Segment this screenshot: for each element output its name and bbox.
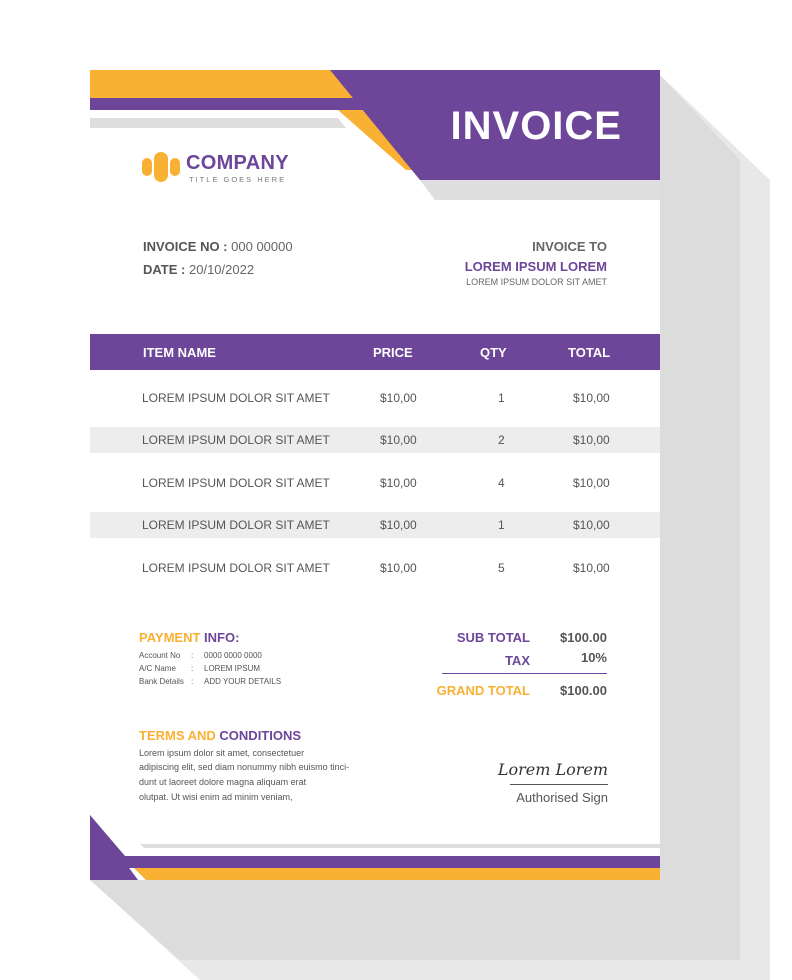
payment-line-label: A/C Name	[139, 664, 176, 673]
payment-line-sep: :	[191, 677, 194, 686]
item-price: $10,00	[380, 433, 417, 447]
footer-decoration	[90, 810, 660, 880]
grand-total-value: $100.00	[560, 683, 607, 698]
header-total: TOTAL	[568, 345, 611, 360]
invoice-to-name: LOREM IPSUM LOREM	[464, 259, 607, 274]
payment-line	[139, 677, 281, 686]
item-name: LOREM IPSUM DOLOR SIT AMET	[142, 476, 330, 490]
payment-line	[139, 664, 260, 673]
payment-line-label: Bank Details	[139, 677, 184, 686]
header-qty: QTY	[480, 345, 507, 360]
item-price: $10,00	[380, 391, 417, 405]
item-name: LOREM IPSUM DOLOR SIT AMET	[142, 561, 330, 575]
header-price: PRICE	[373, 345, 413, 360]
item-name: LOREM IPSUM DOLOR SIT AMET	[142, 433, 330, 447]
invoice-date-label: DATE :	[143, 262, 186, 277]
item-total: $10,00	[573, 433, 610, 447]
totals-divider	[442, 673, 607, 674]
company-tagline: TITLE GOES HERE	[189, 175, 287, 184]
invoice-number-label: INVOICE NO :	[143, 239, 228, 254]
item-qty: 1	[498, 391, 505, 405]
invoice-page	[90, 70, 660, 880]
header-item-name: ITEM NAME	[143, 345, 216, 360]
item-price: $10,00	[380, 518, 417, 532]
table-row	[90, 427, 660, 453]
table-row	[90, 385, 660, 411]
invoice-date-value: 20/10/2022	[189, 262, 255, 277]
invoice-number	[143, 239, 293, 254]
payment-line-sep: :	[191, 664, 194, 673]
table-row	[90, 512, 660, 538]
company-name: COMPANY	[186, 152, 289, 174]
table-row	[90, 470, 660, 496]
subtotal-value: $100.00	[560, 630, 607, 645]
invoice-title: INVOICE	[450, 104, 622, 148]
item-qty: 5	[498, 561, 505, 575]
invoice-date	[143, 262, 254, 277]
payment-line-sep: :	[191, 651, 194, 660]
invoice-to-label: INVOICE TO	[532, 239, 607, 254]
payment-line-value: 0000 0000 0000	[204, 651, 262, 660]
signature-line	[510, 784, 608, 785]
item-name: LOREM IPSUM DOLOR SIT AMET	[142, 518, 330, 532]
signature-label: Authorised Sign	[516, 790, 608, 805]
item-price: $10,00	[380, 476, 417, 490]
terms-title-a: TERMS AND	[139, 728, 216, 743]
terms-title	[139, 728, 301, 743]
item-total: $10,00	[573, 518, 610, 532]
terms-line: olutpat. Ut wisi enim ad minim veniam,	[139, 792, 293, 802]
tax-label: TAX	[504, 653, 530, 668]
terms-title-b: CONDITIONS	[219, 728, 302, 743]
terms-line: adipiscing elit, sed diam nonummy nibh euismo tinci-	[139, 762, 350, 772]
terms-line: dunt ut laoreet dolore magna aliquam erat	[139, 777, 307, 787]
item-total: $10,00	[573, 561, 610, 575]
item-qty: 4	[498, 476, 505, 490]
item-qty: 1	[498, 518, 505, 532]
item-price: $10,00	[380, 561, 417, 575]
payment-title-a: PAYMENT	[139, 630, 201, 645]
terms-line: Lorem ipsum dolor sit amet, consectetuer	[139, 748, 305, 758]
payment-title-b: INFO:	[204, 630, 240, 645]
item-total: $10,00	[573, 391, 610, 405]
table-header	[90, 334, 660, 370]
item-total: $10,00	[573, 476, 610, 490]
grand-total-label: GRAND TOTAL	[436, 683, 530, 698]
table-row	[90, 555, 660, 581]
payment-line	[139, 651, 262, 660]
item-name: LOREM IPSUM DOLOR SIT AMET	[142, 391, 330, 405]
payment-line-value: ADD YOUR DETAILS	[204, 677, 282, 686]
tax-value: 10%	[580, 650, 607, 665]
capsule-logo-icon	[142, 152, 180, 182]
item-qty: 2	[498, 433, 505, 447]
subtotal-label: SUB TOTAL	[456, 630, 530, 645]
invoice-to-address: LOREM IPSUM DOLOR SIT AMET	[466, 277, 607, 287]
payment-line-value: LOREM IPSUM	[204, 664, 261, 673]
invoice-number-value: 000 00000	[231, 239, 293, 254]
signature-script: Lorem Lorem	[497, 760, 608, 779]
payment-info-title	[139, 630, 239, 645]
payment-line-label: Account No	[139, 651, 181, 660]
